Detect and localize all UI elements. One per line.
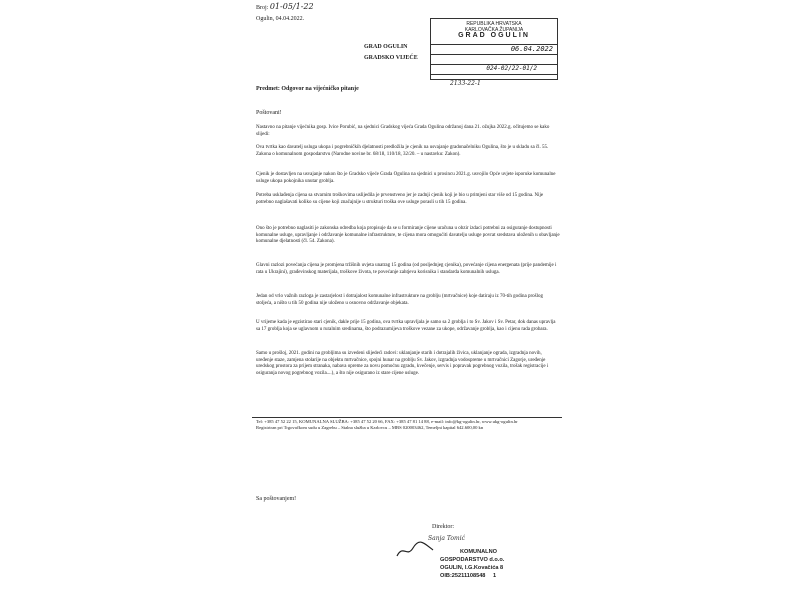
paragraph-1: Nastavno na pitanje vijećnika gosp. Ivice Porubić, na sjednici Gradskog vijeća Grada Ogulina održanoj dana 21. ožujka 2022.g. očitujemo se kako slijedi: <box>256 125 550 137</box>
footer-line1: Tel: +385 47 52 22 15, KOMUNALNA SLUŽBA: +385 47 52 20 66, FAX: +385 47 81 14 88, e-mail: info@kg-ogulin.hr, www.ukg-ogulin.hr <box>256 419 518 424</box>
subject: Predmet: Odgovor na vijećničko pitanje <box>256 86 359 92</box>
document-number-label: Broj: <box>256 5 269 11</box>
company-stamp-number: 1 <box>492 573 497 579</box>
paragraph-3: Cjenik je dostavljen na usvajanje nakon što je Gradsko vijeće Grada Ogulina na sjednici u prosincu 2021.g. usvojilo Opće uvjete isporuke komunalne usluge ukopa pokojnika unutar groblja. <box>256 172 556 184</box>
paragraph-2: Ova tvrtka kao davatelj usluga ukopa i pogrebničkih djelatnosti predložila je cjenik na usvajanje gradonačelniku Ogulina, što je u skladu sa čl. 55. Zakona o komunalnom gospodarstvu (Narodne novine br. 68/18, 110/18, 32/20. – u nastavku: Zakon). <box>256 145 549 157</box>
paragraph-7: Jedan od vrlo važnih razloga je zastarjelost i dotrajalost komunalne infrastrukture na groblju (mrtvačnice) koje datiraju iz 70-tih godina prošlog stoljeća, a ništo u tih 50 godina nije uloženo u osnovno održavanje objekata. <box>256 294 543 306</box>
stamp-class: 024-02/22-01/2 <box>486 65 537 72</box>
stamp-line2: KARLOVAČKA ŽUPANIJA <box>464 27 524 33</box>
paragraph-8: U vrijeme kada je egzistirao stari cjenik, dakle prije 15 godina, ova tvrtka upravljala je samo sa 2 groblja i to Sv. Jakov i Sv. Petar, dok danas upravlja sa 17 groblja koja se uglavnom u ruralnim sredinama, što podrazumijeva troškove vezane za ukope, održavanje groblja, kao i cijenu rada grobara. <box>256 320 556 332</box>
footer-divider <box>252 417 562 418</box>
footer-line2: Registriran pri Trgovačkom sudu u Zagrebu – Stalna služba u Karlovcu – MBS 020003462, Temeljni kapital 642.600,00 kn <box>256 425 484 431</box>
company-stamp-line4 <box>440 572 504 580</box>
paragraph-5: Ono što je potrebno naglasiti je zakonska odredba koja propisuje da se u formiranje cijene uračuna u obzir izdaci potrebni za osiguranje dostupnosti komunalne usluge, upravljanje i održavanje komunalne infrastrukture, te cijena mora omogućiti davatelju usluge povrat sredstava uloženih u obavljanje komunalne djelatnosti (čl. 54. Zakona). <box>256 226 560 245</box>
signature-scribble-icon <box>395 540 435 560</box>
signature-scribble <box>395 540 435 560</box>
stamp-line3: GRAD OGULIN <box>458 32 530 39</box>
recipient <box>364 42 418 64</box>
company-stamp-line3: OGULIN, I.G.Kovačića 8 <box>440 565 504 571</box>
paragraph-6: Glavni razlozi povećanja cijena je promjena tržišnih uvjeta unatrag 15 godina (od posljednjeg cjenika), povećanje cijena energenata (prije pandemije i rata u Ukrajini), građevinskog materijala, troškove života, te povećanje zahtjeva korisnika i standarda komunalnih usluga. <box>256 263 557 275</box>
recipient-line1: GRAD OGULIN <box>364 44 408 50</box>
recipient-line2: GRADSKO VIJEĆE <box>364 55 418 61</box>
signature-name: Sanja Tomić <box>428 535 466 542</box>
closing: Sa poštovanjem! <box>256 496 297 502</box>
company-stamp-line1: KOMUNALNO <box>460 549 497 555</box>
footer <box>256 419 562 431</box>
document-number <box>256 3 314 12</box>
stamp-date: 06.04.2022 <box>510 45 553 53</box>
paragraph-9: Samo u prošloj, 2021. godini na grobljima su izvedeni slijedeći radovi: uklanjanje starih i dotrajalih živica, uklanjanje ograda, izgradnja novih, uređenje staze, zamjena stolarije na objektu mrtvačnice, spojni hunar na groblju Sv. Jakov, izgradnja vodospreme u mrtvačnici Zagorje, uređenje uredskog prostora za prijem stranaka, nabava opreme za novu pomoćnu zgradu, kvečenje, servis i popravak pogrebnog vozila, trošak registracije i osiguranja novog pogrebnog vozila....), a što nije osigurano iz stare cijene usluge. <box>256 351 549 376</box>
greeting: Poštovani! <box>256 110 282 116</box>
stamp-number: 2133-22-1 <box>450 80 481 87</box>
company-stamp <box>432 548 504 580</box>
document-number-handwritten: 01-05/1-22 <box>269 2 314 11</box>
stamp-line1: REPUBLIKA HRVATSKA <box>466 21 522 27</box>
place-date: Ogulin, 04.04.2022. <box>256 16 305 22</box>
company-stamp-oib: OIB:25211108548 <box>440 573 486 579</box>
signature-title: Direktor: <box>432 524 454 530</box>
company-stamp-line2: GOSPODARSTVO d.o.o. <box>440 557 505 563</box>
registry-stamp <box>430 18 558 80</box>
paragraph-4: Potreba usklađenja cijena sa stvarnim troškovima uslijedila je prvenstveno jer je zadnji cjenik koji je bio u primjeni star više od 15 godina. Nije potrebno naglašavati koliko su cijene koji značajnije u strukturi troška ove usluge porasli u tih 15 godina. <box>256 193 544 205</box>
